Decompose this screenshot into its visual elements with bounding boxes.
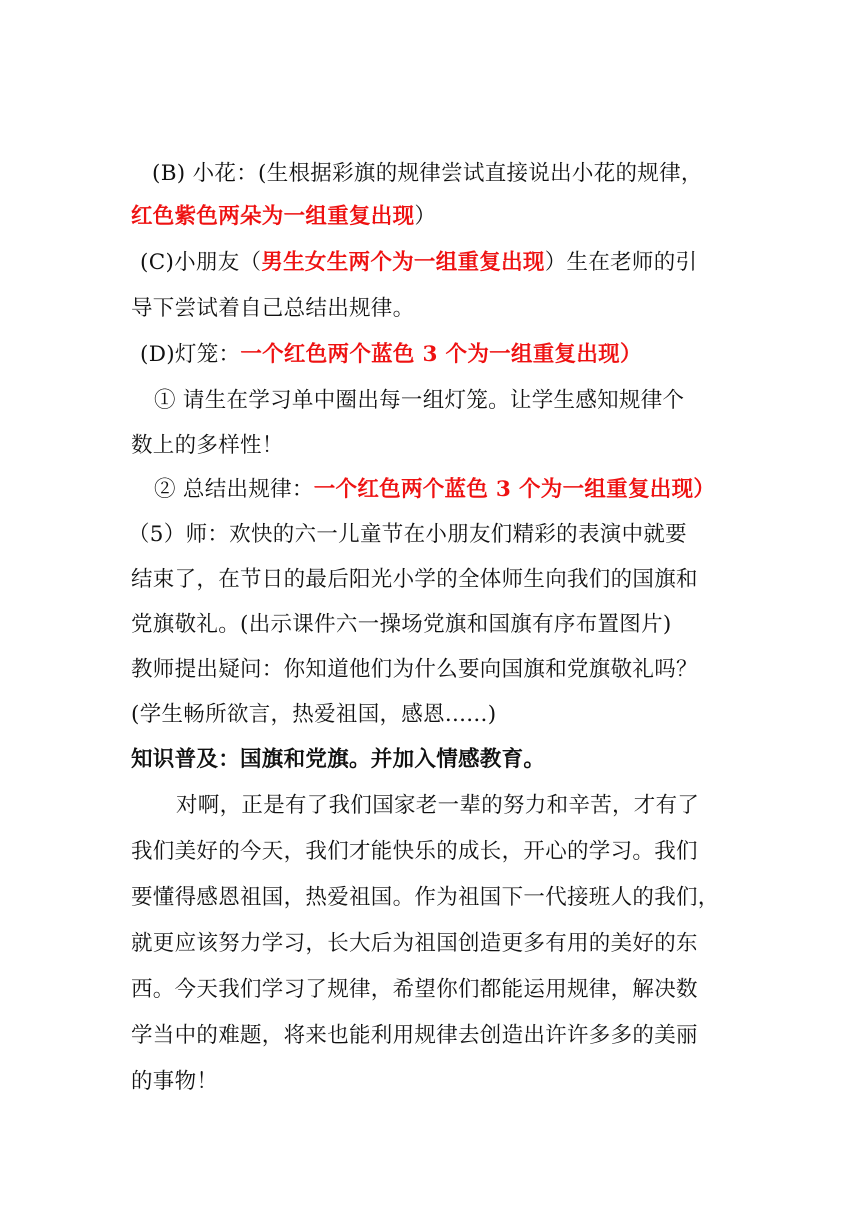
section-5-line-2 [0,561,860,599]
knowledge-heading [0,741,860,779]
section-5-line-5 [0,696,860,734]
closing-paragraph-line-2 [0,833,860,871]
closing-paragraph-line-4 [0,925,860,963]
section-5-text-5: (学生畅所欲言，热爱祖国，感恩......) [131,702,497,727]
item-b-close-paren: ） [414,204,437,229]
step-1-text: ① 请生在学习单中圈出每一组灯笼。让学生感知规律个 [154,388,685,413]
section-5-text-4: 教师提出疑问：你知道他们为什么要向国旗和党旗敬礼吗？ [131,657,698,682]
closing-text-2: 我们美好的今天，我们才能快乐的成长，开心的学习。我们 [131,839,698,864]
item-d-line-1 [0,336,860,374]
section-5-text-3: 党旗敬礼。(出示课件六一操场党旗和国旗有序布置图片) [131,612,672,637]
item-c-text: ）生在老师的引 [544,250,698,275]
section-5-text-2: 结束了，在节日的最后阳光小学的全体师生向我们的国旗和 [131,567,698,592]
closing-text-3: 要懂得感恩祖国，热爱祖国。作为祖国下一代接班人的我们， [131,885,720,910]
item-b-text: (B) 小花：(生根据彩旗的规律尝试直接说出小花的规律， [152,161,703,186]
closing-paragraph-line-3 [0,879,860,917]
closing-text-5: 西。今天我们学习了规律，希望你们都能运用规律，解决数 [131,977,698,1002]
item-c-line-1 [0,244,860,282]
item-c-pattern-highlight: 男生女生两个为一组重复出现 [261,250,545,275]
item-b-pattern-highlight: 红色紫色两朵为一组重复出现 [131,204,415,229]
section-5-line-1 [0,516,860,554]
closing-paragraph-line-7 [0,1063,860,1101]
item-b-line-1 [0,155,860,193]
closing-paragraph-line-5 [0,971,860,1009]
item-c-label: (C)小朋友（ [140,250,262,275]
knowledge-heading-text: 知识普及：国旗和党旗。并加入情感教育。 [131,747,546,772]
closing-text-6: 学当中的难题，将来也能利用规律去创造出许许多多的美丽 [131,1023,698,1048]
step-2-pattern-highlight: 一个红色两个蓝色 3 个为一组重复出现） [313,477,716,502]
item-d-label: (D)灯笼： [140,342,241,367]
item-b-line-2 [0,198,860,236]
item-c-line-2 [0,290,860,328]
step-1-line-2 [0,427,860,465]
item-c-text-cont: 导下尝试着自己总结出规律。 [131,296,415,321]
closing-text-1: 对啊，正是有了我们国家老一辈的努力和辛苦，才有了 [176,793,700,818]
step-2-label: ② 总结出规律： [154,477,314,502]
step-1-text-cont: 数上的多样性！ [131,433,284,458]
closing-text-7: 的事物！ [131,1069,219,1094]
closing-paragraph-line-1 [0,787,860,825]
closing-text-4: 就更应该努力学习，长大后为祖国创造更多有用的美好的东 [131,931,698,956]
item-d-pattern-highlight: 一个红色两个蓝色 3 个为一组重复出现） [240,342,642,367]
section-5-line-4 [0,651,860,689]
section-5-line-3 [0,606,860,644]
step-2-line-1 [0,471,860,509]
closing-paragraph-line-6 [0,1017,860,1055]
section-5-text: （5）师：欢快的六一儿童节在小朋友们精彩的表演中就要 [128,522,687,547]
step-1-line-1 [0,382,860,420]
